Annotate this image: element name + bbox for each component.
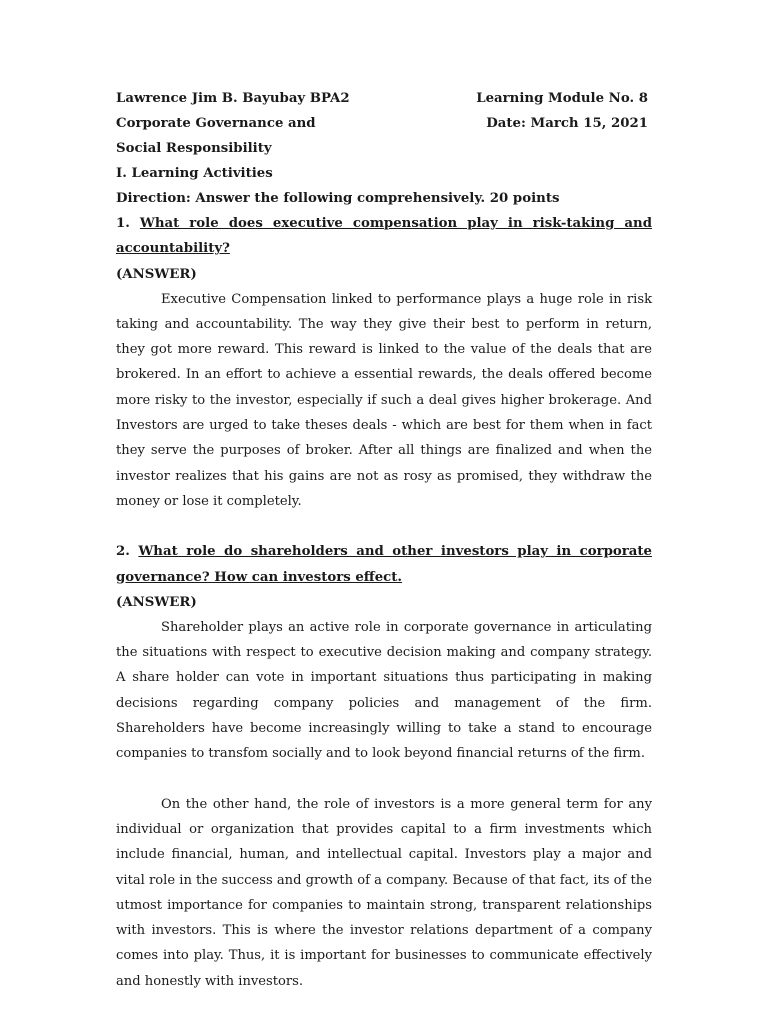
answer-2-paragraph-1: Shareholder plays an active role in corporate governance in articulating the situations with respect to executive decision making and company strategy. A share holder can vote in important situations thus participating in making decisions regarding company policies and management of the firm. Shareholders have become increasingly willing to take a stand to encourage companies to transfom socially and to look beyond financial returns of the firm. [116, 619, 652, 762]
header-row-2 [116, 111, 652, 136]
answer-1-label: (ANSWER) [116, 266, 197, 282]
date: Date: March 15, 2021 [486, 116, 648, 131]
header-row-1 [116, 86, 652, 111]
answer-2-label: (ANSWER) [116, 594, 197, 610]
subject-line-1: Corporate Governance and [116, 116, 316, 131]
question-2-text: What role do shareholders and other investors play in corporate governance? How can investors effect. [116, 544, 652, 585]
section-title: I. Learning Activities [116, 166, 273, 181]
question-1 [116, 211, 652, 262]
question-1-text: What role does executive compensation play in risk-taking and accountability? [116, 216, 652, 257]
answer-1-paragraph: Executive Compensation linked to performance plays a huge role in risk taking and accountability. The way they give their best to perform in return, they got more reward. This reward is linked to the value of the deals that are brokered. In an effort to achieve a essential rewards, the deals offered become more risky to the investor, especially if such a deal gives higher brokerage. And Investors are urged to take theses deals - which are best for them when in fact they serve the purposes of broker. After all things are finalized and when the investor realizes that his gains are not as rosy as promised, they withdraw the money or lose it completely. [116, 291, 652, 509]
spacer [116, 514, 652, 539]
document-content [116, 86, 652, 994]
question-1-number: 1. [116, 216, 130, 231]
question-2-number: 2. [116, 544, 130, 560]
module-number: Learning Module No. 8 [476, 91, 648, 106]
question-2 [116, 539, 652, 590]
author-line: Lawrence Jim B. Bayubay BPA2 [116, 91, 350, 106]
answer-2-paragraph-2: On the other hand, the role of investors is a more general term for any individual or organization that provides capital to a firm investments which include financial, human, and intellectual capital. Investors play a major and vital role in the success and growth of a company. Because of that fact, its of the utmost importance for companies to maintain strong, transparent relationships with investors. This is where the investor relations department of a company comes into play. Thus, it is important for businesses to communicate effectively and honestly with investors. [116, 796, 652, 989]
subject-line-2: Social Responsibility [116, 141, 272, 156]
direction: Direction: Answer the following comprehensively. 20 points [116, 191, 560, 206]
spacer [116, 767, 652, 792]
